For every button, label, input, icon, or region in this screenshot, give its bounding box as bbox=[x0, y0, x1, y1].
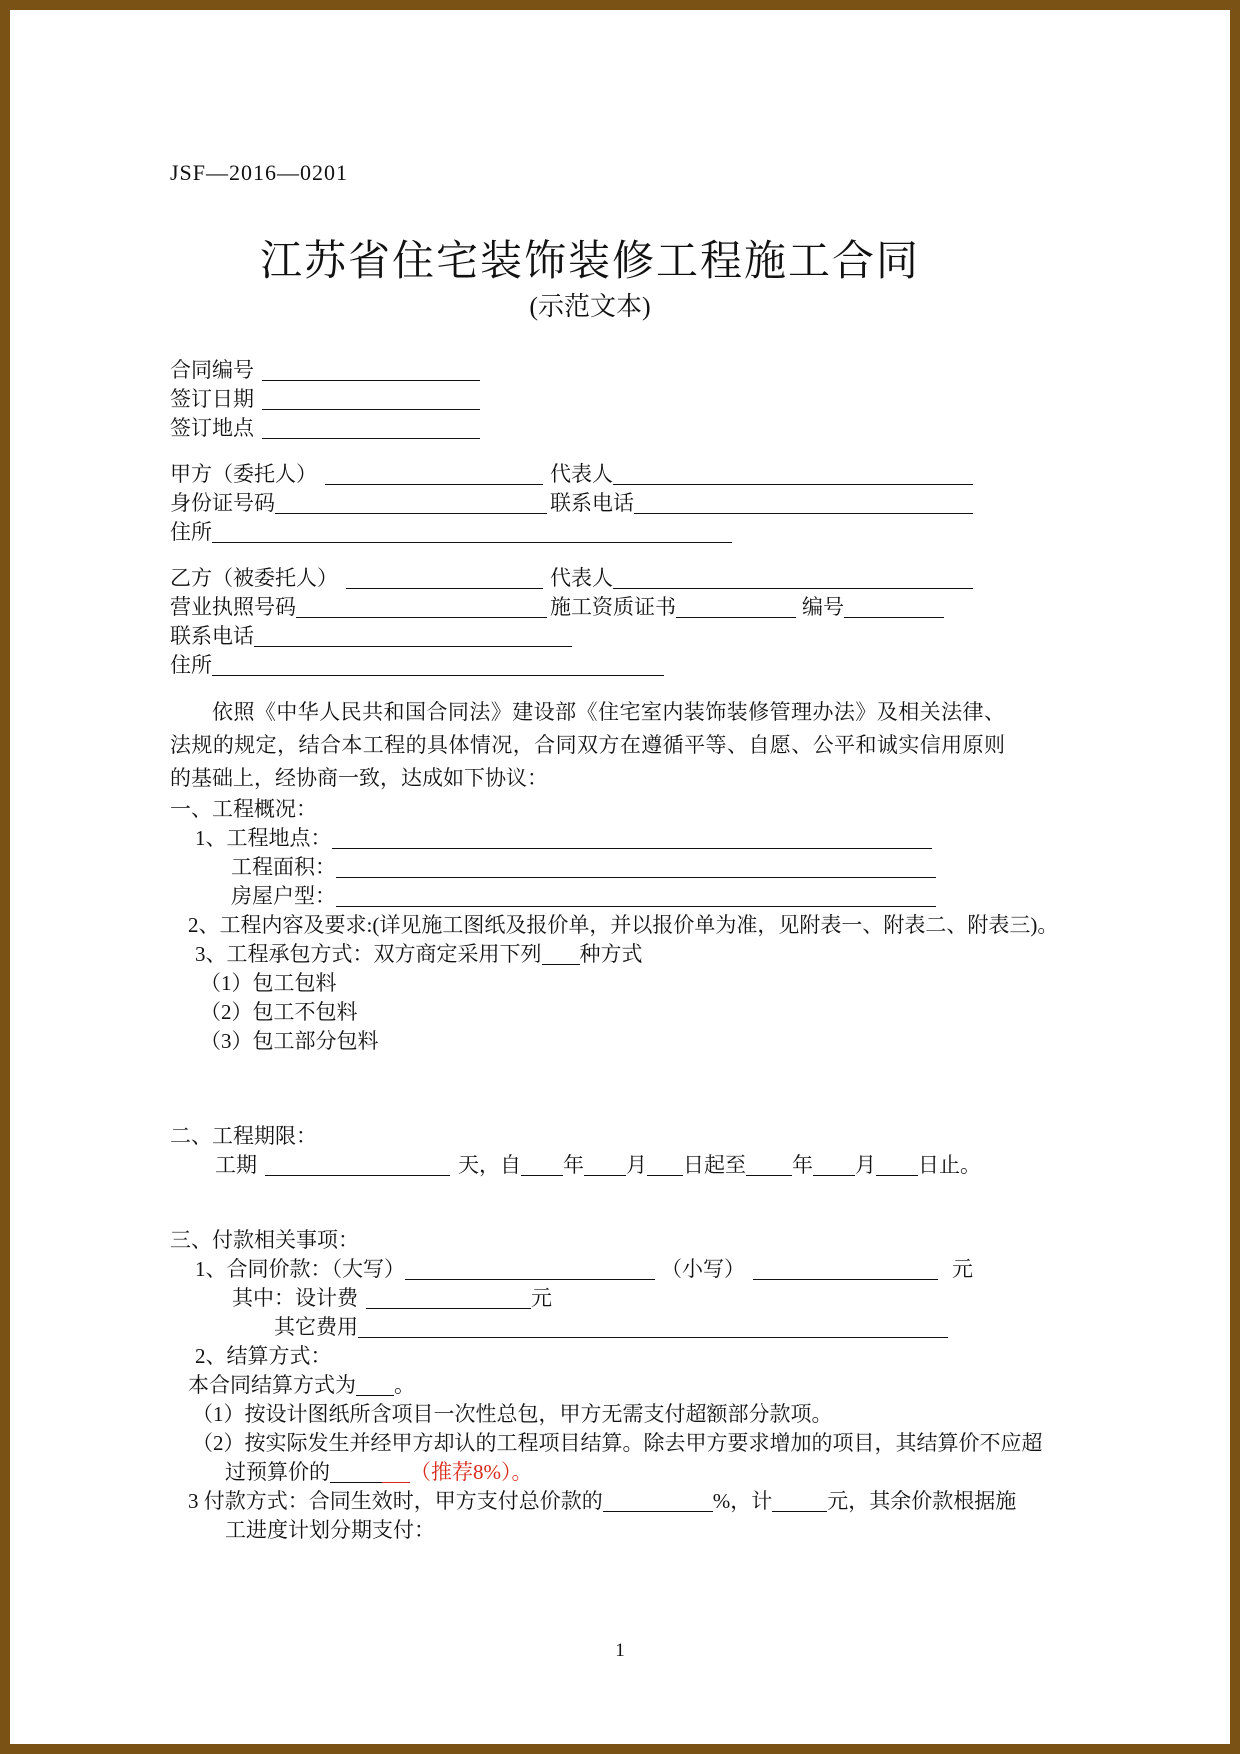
project-area-row bbox=[231, 853, 1005, 882]
duration-seg-year2: 年 bbox=[792, 1153, 813, 1177]
party-a-col1 bbox=[170, 460, 550, 489]
duration-seg-end: 日止。 bbox=[918, 1153, 981, 1177]
payment-mid1: %，计 bbox=[712, 1489, 773, 1513]
section2-heading: 二、工程期限： bbox=[170, 1124, 317, 1148]
project-scope-row: 2、工程内容及要求:(详见施工图纸及报价单，并以报价单为准，见附表一、附表二、附表三)。 bbox=[188, 913, 1059, 937]
party-a-id-blank[interactable] bbox=[275, 493, 547, 514]
mode-option-1: （1）包工包料 bbox=[200, 971, 337, 995]
end-day-blank[interactable] bbox=[876, 1155, 918, 1176]
house-type-blank[interactable] bbox=[336, 886, 936, 907]
other-fee-label: 其它费用 bbox=[274, 1315, 358, 1339]
party-b-cert-label: 施工资质证书 bbox=[550, 595, 676, 619]
party-a-id-label: 身份证号码 bbox=[170, 491, 275, 515]
project-area-label: 工程面积： bbox=[231, 855, 336, 879]
start-year-blank[interactable] bbox=[521, 1155, 563, 1176]
party-a-id-col1 bbox=[170, 489, 550, 518]
party-b-license-row bbox=[170, 593, 1005, 622]
house-type-row bbox=[231, 882, 1005, 911]
party-b-address-label: 住所 bbox=[170, 653, 212, 677]
duration-seg-year1: 年 bbox=[563, 1153, 584, 1177]
contract-no-blank[interactable] bbox=[262, 360, 480, 381]
contract-mode-blank[interactable] bbox=[542, 944, 580, 965]
duration-seg-month1: 月 bbox=[626, 1153, 647, 1177]
mode-option-2: （2）包工不包料 bbox=[200, 1000, 358, 1024]
document-content bbox=[170, 160, 1059, 1545]
project-location-label: 1、工程地点： bbox=[195, 826, 332, 850]
project-location-blank[interactable] bbox=[332, 828, 932, 849]
party-a-address-blank[interactable] bbox=[212, 522, 732, 543]
price-number-blank[interactable] bbox=[753, 1259, 938, 1280]
design-fee-unit: 元 bbox=[531, 1286, 552, 1310]
party-a-phone-blank[interactable] bbox=[634, 493, 973, 514]
sign-place-row bbox=[170, 414, 1005, 443]
party-b-label: 乙方（被委托人） bbox=[170, 566, 338, 590]
page-number: 1 bbox=[615, 1640, 625, 1661]
other-fee-blank[interactable] bbox=[358, 1317, 948, 1338]
party-a-rep-blank[interactable] bbox=[613, 464, 973, 485]
budget-cap-note: （推荐8%）。 bbox=[410, 1460, 533, 1484]
settlement-option-2-line2 bbox=[225, 1458, 1005, 1487]
party-a-label: 甲方（委托人） bbox=[170, 462, 317, 486]
settlement-option-2-line1: （2）按实际发生并经甲方却认的工程项目结算。除去甲方要求增加的项目，其结算价不应超 bbox=[192, 1431, 1043, 1455]
party-b-license-col1 bbox=[170, 593, 550, 622]
sign-date-blank[interactable] bbox=[262, 389, 480, 410]
settlement-option-1: （1）按设计图纸所含项目一次性总包，甲方无需支付超额部分款项。 bbox=[192, 1402, 833, 1426]
contract-price-row bbox=[195, 1255, 1005, 1284]
section3-heading: 三、付款相关事项： bbox=[170, 1228, 359, 1252]
settlement-pre: 本合同结算方式为 bbox=[188, 1373, 356, 1397]
payment-method-line2: 工进度计划分期支付： bbox=[225, 1518, 435, 1542]
party-b-cert-blank[interactable] bbox=[676, 597, 796, 618]
sign-place-blank[interactable] bbox=[262, 418, 480, 439]
design-fee-row bbox=[232, 1284, 1005, 1313]
duration-seg-until: 日起至 bbox=[683, 1153, 746, 1177]
sign-date-row bbox=[170, 385, 1005, 414]
party-b-cert-no-label: 编号 bbox=[802, 595, 844, 619]
budget-cap-pre: 过预算价的 bbox=[225, 1460, 330, 1484]
house-type-label: 房屋户型： bbox=[231, 884, 336, 908]
settlement-mode-row bbox=[188, 1371, 1005, 1400]
party-b-rep-blank[interactable] bbox=[613, 568, 973, 589]
payment-percent-blank[interactable] bbox=[603, 1491, 713, 1512]
sign-place-label: 签订地点 bbox=[170, 416, 254, 440]
duration-days-blank[interactable] bbox=[265, 1155, 450, 1176]
party-b-phone-row bbox=[170, 622, 1005, 651]
party-b-rep-label: 代表人 bbox=[550, 566, 613, 590]
contract-mode-row bbox=[195, 940, 1005, 969]
price-capital-blank[interactable] bbox=[405, 1259, 655, 1280]
duration-label: 工期 bbox=[215, 1153, 257, 1177]
page-title: 江苏省住宅装饰装修工程施工合同 bbox=[259, 239, 920, 285]
settlement-mode-blank[interactable] bbox=[356, 1375, 394, 1396]
price-pre: 1、合同价款：（大写） bbox=[195, 1257, 405, 1281]
start-month-blank[interactable] bbox=[584, 1155, 626, 1176]
party-b-address-blank[interactable] bbox=[212, 655, 664, 676]
price-mid: （小写） bbox=[661, 1257, 745, 1281]
party-b-address-row bbox=[170, 651, 1005, 680]
party-a-address-label: 住所 bbox=[170, 520, 212, 544]
budget-cap-blank[interactable] bbox=[330, 1462, 382, 1483]
party-b-name-blank[interactable] bbox=[346, 568, 543, 589]
sign-date-label: 签订日期 bbox=[170, 387, 254, 411]
settlement-post: 。 bbox=[394, 1373, 415, 1397]
start-day-blank[interactable] bbox=[647, 1155, 683, 1176]
contract-no-row bbox=[170, 356, 1005, 385]
payment-mid2: 元，其余价款根据施 bbox=[827, 1489, 1017, 1513]
duration-seg-days: 天，自 bbox=[458, 1153, 521, 1177]
doc-code: JSF—2016—0201 bbox=[170, 160, 349, 185]
duration-row bbox=[215, 1151, 1005, 1180]
project-area-blank[interactable] bbox=[336, 857, 936, 878]
page-subtitle: (示范文本) bbox=[529, 292, 651, 321]
party-a-name-blank[interactable] bbox=[325, 464, 543, 485]
party-a-id-row bbox=[170, 489, 1005, 518]
project-location-row bbox=[195, 824, 1005, 853]
party-b-license-blank[interactable] bbox=[296, 597, 547, 618]
contract-no-label: 合同编号 bbox=[170, 358, 254, 382]
end-month-blank[interactable] bbox=[813, 1155, 855, 1176]
price-unit: 元 bbox=[952, 1257, 973, 1281]
party-a-rep-label: 代表人 bbox=[550, 462, 613, 486]
party-b-phone-label: 联系电话 bbox=[170, 624, 254, 648]
budget-cap-blank-red[interactable] bbox=[382, 1462, 410, 1483]
party-a-name-row bbox=[170, 460, 1005, 489]
payment-method-row bbox=[188, 1487, 1017, 1516]
party-a-phone-label: 联系电话 bbox=[550, 491, 634, 515]
settlement-heading: 2、结算方式： bbox=[195, 1344, 332, 1368]
preamble-paragraph: 依照《中华人民共和国合同法》建设部《住宅室内装饰装修管理办法》及相关法律、法规的规定，结合本工程的具体情况，合同双方在遵循平等、自愿、公平和诚实信用原则的基础上，经协商一致，达成如下协议： bbox=[170, 700, 1005, 790]
payment-amount-blank[interactable] bbox=[772, 1491, 827, 1512]
party-b-cert-no-blank[interactable] bbox=[844, 597, 944, 618]
party-b-name-row bbox=[170, 564, 1005, 593]
payment-pre: 3 付款方式：合同生效时，甲方支付总价款的 bbox=[188, 1489, 603, 1513]
mode-option-3: （3）包工部分包料 bbox=[200, 1029, 379, 1053]
duration-seg-month2: 月 bbox=[855, 1153, 876, 1177]
contract-mode-pre: 3、工程承包方式：双方商定采用下列 bbox=[195, 942, 542, 966]
party-b-phone-blank[interactable] bbox=[254, 626, 572, 647]
section1-heading: 一、工程概况： bbox=[170, 797, 317, 821]
party-b-license-label: 营业执照号码 bbox=[170, 595, 296, 619]
contract-mode-post: 种方式 bbox=[579, 942, 643, 966]
design-fee-blank[interactable] bbox=[366, 1288, 531, 1309]
party-a-address-row bbox=[170, 518, 1005, 547]
end-year-blank[interactable] bbox=[746, 1155, 792, 1176]
design-fee-label: 其中：设计费 bbox=[232, 1286, 358, 1310]
other-fee-row bbox=[274, 1313, 1005, 1342]
party-b-col1 bbox=[170, 564, 550, 593]
